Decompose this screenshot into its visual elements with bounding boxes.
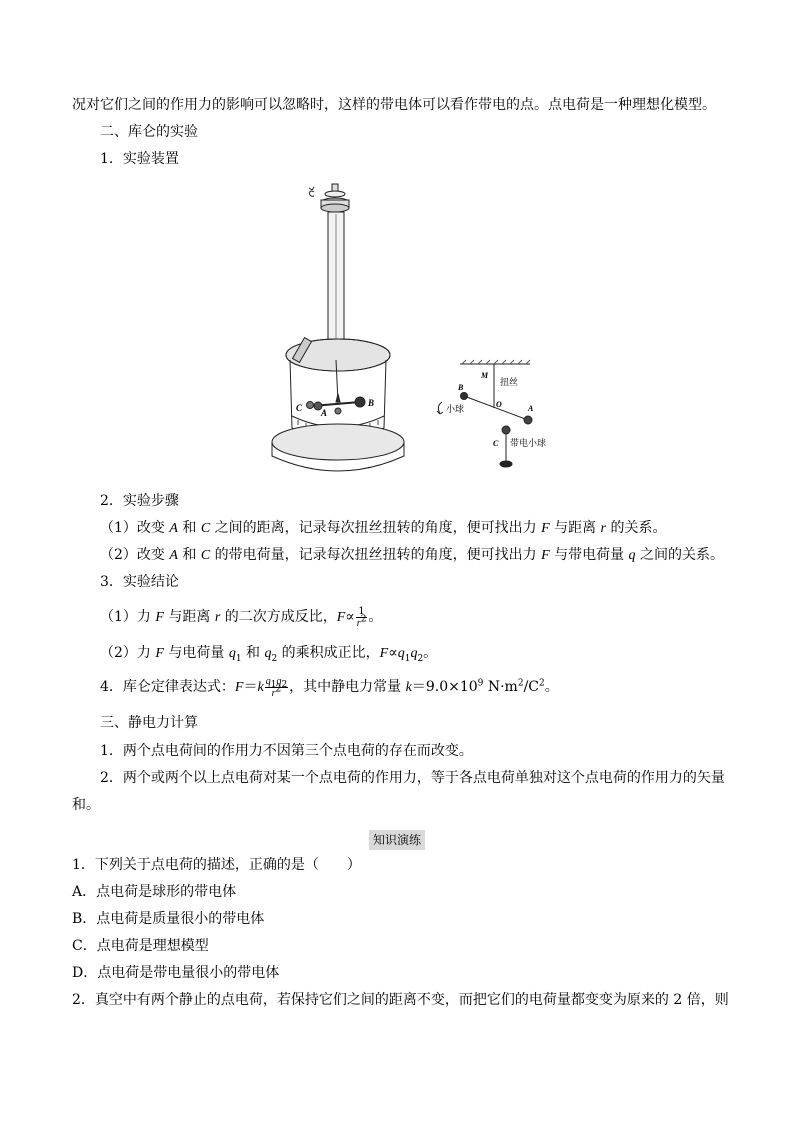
step-1: （1）改变 A 和 C 之间的距离，记录每次扭丝扭转的角度，便可找出力 F 与距离 r 的关系。	[100, 520, 667, 536]
calc-1: 1．两个点电荷间的作用力不因第三个点电荷的存在而改变。	[100, 743, 473, 759]
label-A: A	[321, 408, 328, 418]
question-1-option-c: C．点电荷是理想模型	[72, 938, 209, 954]
intro-paragraph: 况对它们之间的作用力的影响可以忽略时，这样的带电体可以看作带电的点。点电荷是一种理想化模型。	[72, 97, 716, 113]
subsection-2-title: 2．实验步骤	[100, 493, 179, 509]
step-2: （2）改变 A 和 C 的带电荷量，记录每次扭丝扭转的角度，便可找出力 F 与带电荷量 q 之间的关系。	[100, 547, 724, 563]
fig2-label-daidian: 带电小球	[510, 439, 547, 449]
conclusion-1: （1）力 F 与距离 r 的二次方成反比，F∝ $\frac{1}{r^2}$ 。	[100, 605, 383, 629]
subsection-3-title: 3．实验结论	[100, 574, 179, 590]
torsion-schematic-diagram	[430, 358, 560, 473]
practice-banner: 知识演练	[369, 830, 425, 850]
question-2-stem: 2．真空中有两个静止的点电荷，若保持它们之间的距离不变，而把它们的电荷量都变变为原来的 2 倍，则	[72, 992, 729, 1008]
section-3-title: 三、静电力计算	[100, 715, 198, 731]
section-2-title: 二、库仑的实验	[100, 124, 198, 140]
fig2-label-M: M	[481, 371, 489, 380]
subsection-1-title: 1．实验装置	[100, 151, 179, 167]
question-1-stem: 1．下列关于点电荷的描述，正确的是（ ）	[72, 857, 361, 873]
fig2-label-niusi: 扭丝	[500, 378, 519, 388]
label-C: C	[296, 403, 303, 413]
label-B: B	[368, 398, 375, 408]
fig2-label-O: O	[496, 400, 502, 409]
coulomb-law: 4．库仑定律表达式：F＝k $\frac{q_1q_2}{r^2}$ ，其中静电力常量 $k=9.0\times 10^9$ $N\cdot m^2/C^2$。	[100, 675, 559, 699]
calc-2-line-2: 和。	[72, 797, 100, 813]
question-1-option-d: D．点电荷是带电量很小的带电体	[72, 965, 280, 981]
fig2-label-A: A	[528, 404, 534, 413]
fig2-label-C: C	[493, 439, 499, 448]
fig2-label-B: B	[458, 383, 464, 392]
conclusion-2: （2）力 F 与电荷量 $q_1$ 和 $q_2$ 的乘积成正比，$F\propto q_1q_2$。	[100, 645, 438, 664]
question-1-option-b: B．点电荷是质量很小的带电体	[72, 911, 265, 927]
question-1-option-a: A．点电荷是球形的带电体	[72, 884, 237, 900]
calc-2-line-1: 2．两个或两个以上点电荷对某一个点电荷的作用力，等于各点电荷单独对这个点电荷的作用力的矢量	[100, 770, 725, 786]
fig2-label-xiaoqiu: 小球	[446, 405, 465, 415]
